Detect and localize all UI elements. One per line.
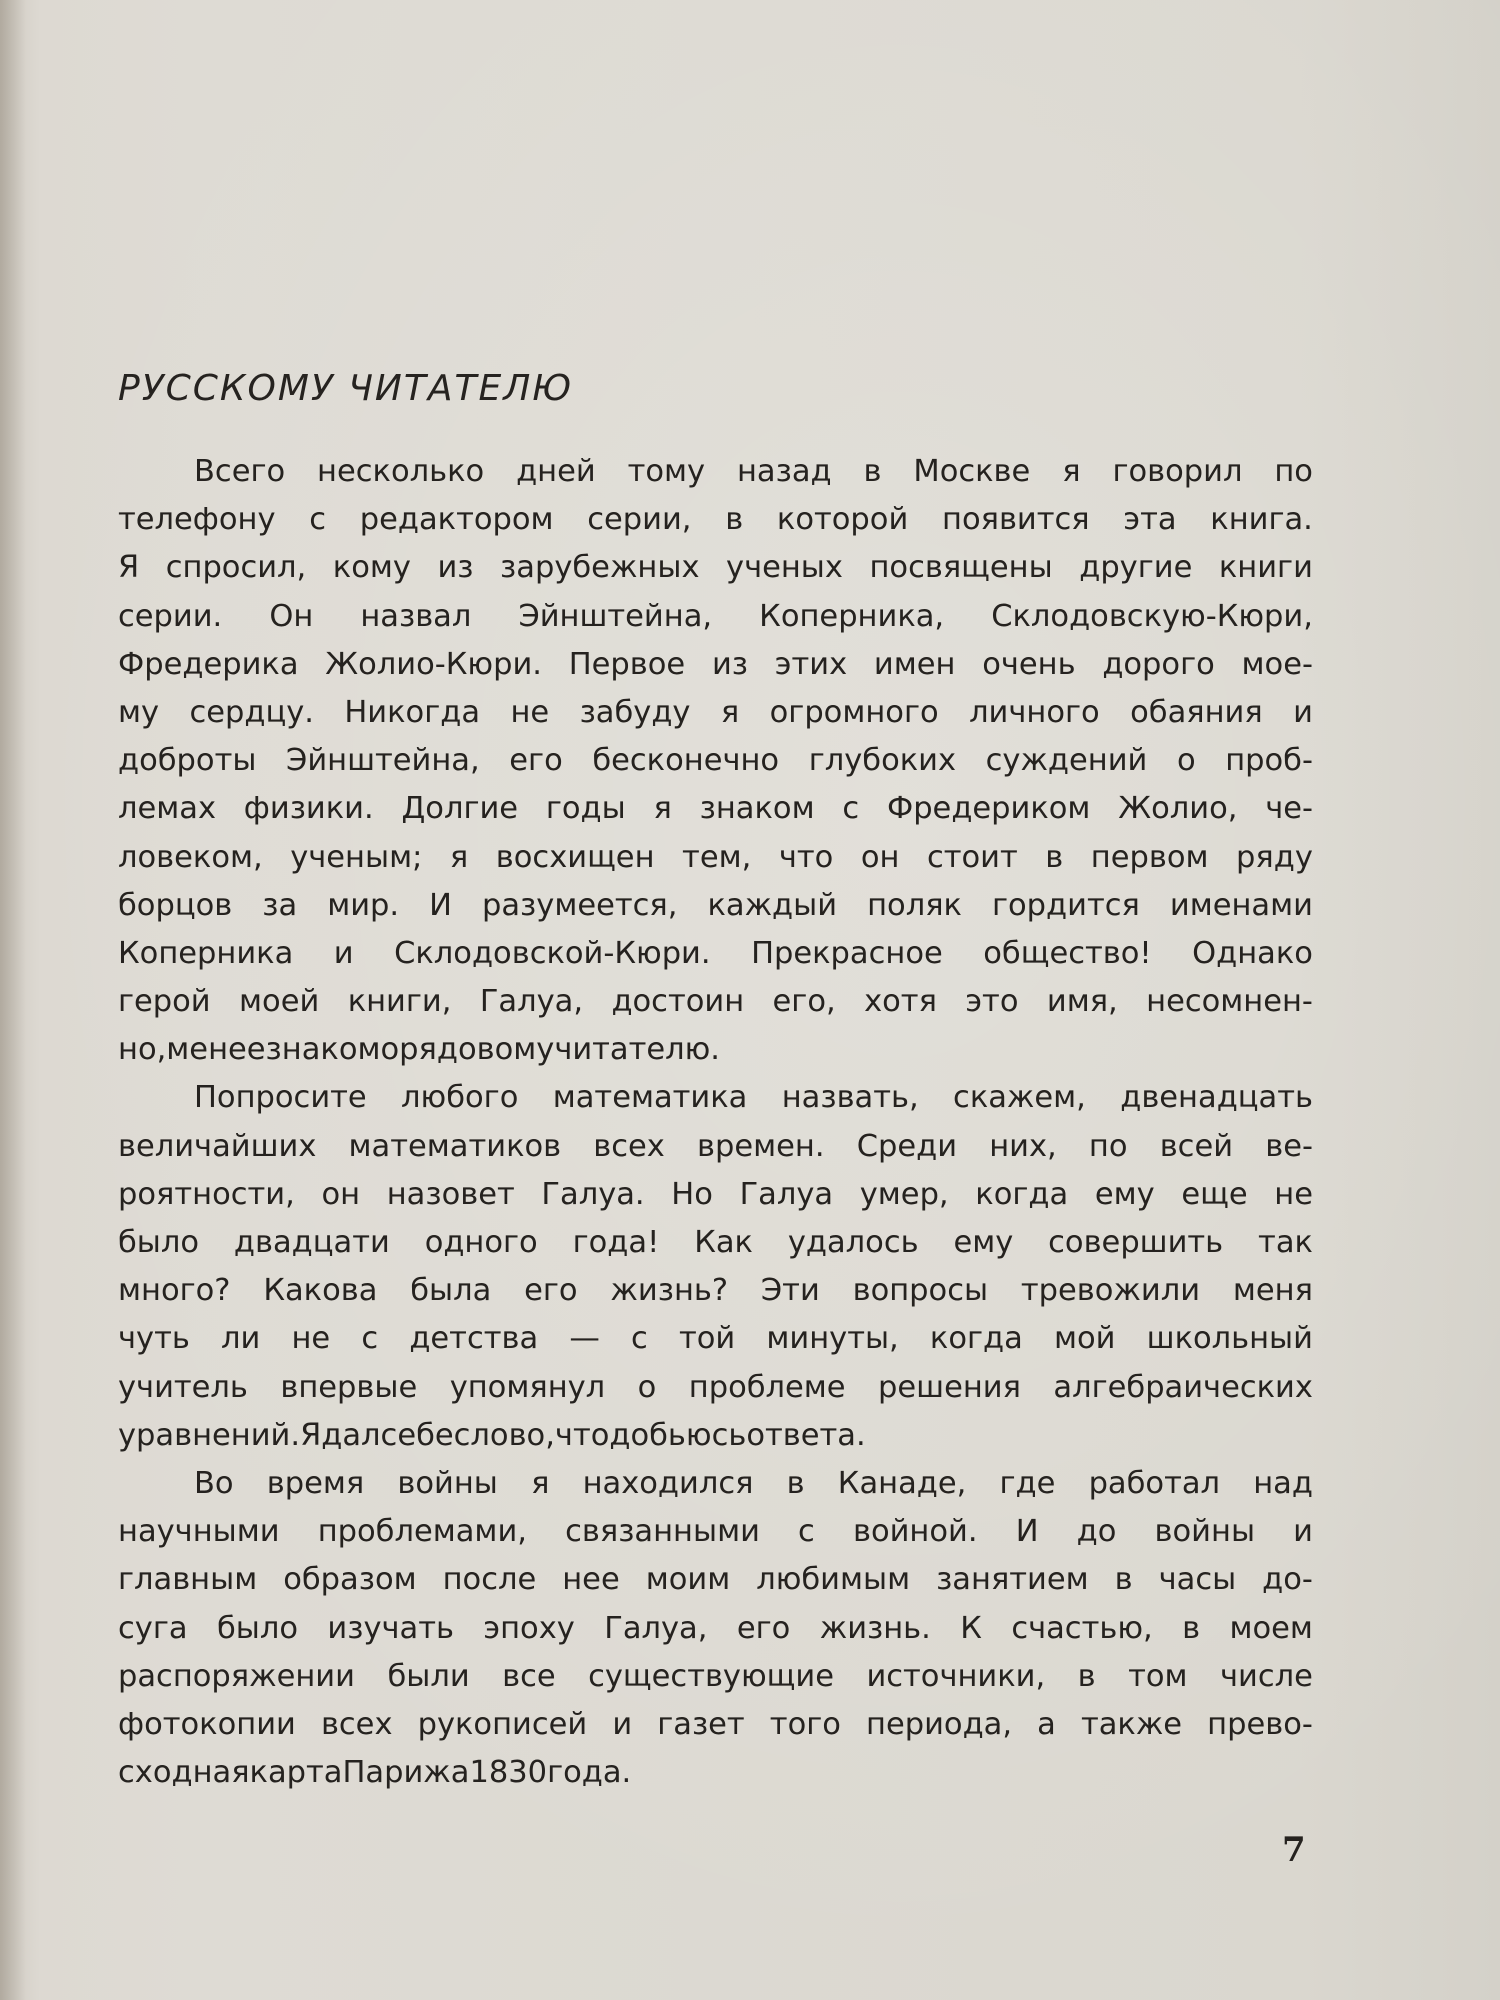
word: умер, [859,1176,949,1212]
word: алгебраических [1053,1369,1313,1405]
text-line [118,1267,1313,1315]
text-line [118,448,1313,496]
word: несколько [317,454,485,489]
word: спросил, [165,550,307,586]
word: математика [552,1080,748,1116]
word: Я [118,550,140,586]
word: рядовому [399,1032,555,1068]
text-line [118,1653,1313,1701]
word: достоин [611,984,745,1020]
word: ряду [1236,839,1313,875]
word: совершить [1048,1225,1224,1260]
word: себе [380,1417,454,1453]
word: всех [320,1706,393,1742]
word: Галуа, [604,1610,708,1646]
word: когда [929,1321,1023,1357]
word: проблемами, [317,1514,527,1550]
word: имен [873,646,956,682]
word: также [1080,1706,1183,1742]
word: когда [975,1176,1069,1212]
word: до- [1262,1562,1313,1598]
word: появится [942,502,1090,538]
text-line [118,1364,1313,1412]
word: эта [1123,502,1177,538]
word: говорил [1112,454,1243,489]
word: Галуа, [479,984,584,1020]
text-line [118,785,1313,833]
word: назовет [386,1176,515,1212]
word: К [960,1610,982,1646]
word: зарубежных [500,550,700,586]
word: я [720,694,740,730]
word: время [266,1465,365,1501]
word: — [569,1321,600,1357]
word: любимым [756,1562,911,1598]
word: Эйнштейна, [518,598,713,634]
word: в [725,502,744,538]
word: всех [593,1128,665,1164]
word: учитель [118,1369,248,1405]
word: уравнений. [118,1417,301,1453]
word: знаком [699,791,815,827]
word: физики. [243,791,374,827]
word: Во [194,1465,234,1501]
word: было [118,1225,200,1260]
word: распоряжении [118,1658,355,1694]
word: я [1062,454,1081,489]
word: книги [1218,550,1313,586]
word: читателю. [554,1032,721,1068]
binding-shadow [0,0,26,2000]
word: фотокопии [118,1706,296,1742]
word: дней [516,454,596,489]
word: му [118,694,160,730]
word: Попросите [194,1080,367,1116]
word: добьюсь [609,1417,747,1453]
word: он [321,1176,361,1212]
text-line [118,1749,1313,1797]
word: годы [545,791,626,827]
text-line [118,1556,1313,1604]
word: Москве [913,454,1031,489]
word: войны [397,1465,498,1501]
word: с [309,502,327,538]
word: мое- [1241,646,1313,682]
word: я [449,839,469,875]
word: кому [332,550,411,586]
word: серии. [118,598,223,634]
word: Парижа [342,1755,470,1791]
word: с [842,791,860,827]
word: Долгие [401,791,519,827]
word: Фредериком [886,791,1091,827]
word: назвать, [781,1080,919,1116]
word: Однако [1192,935,1313,971]
word: общество! [983,935,1152,971]
text-line [118,978,1313,1026]
word: 1830 [469,1755,548,1791]
word: тому [627,454,706,489]
word: назвал [360,598,472,634]
word: так [1258,1225,1313,1260]
word: числе [1220,1658,1313,1694]
word: по [1088,1128,1128,1164]
text-line [118,1605,1313,1653]
word: сходная [118,1755,250,1791]
word: менее [166,1032,266,1068]
text-line [118,689,1313,737]
word: времен. [697,1128,825,1164]
word: мой [1053,1321,1116,1357]
word: ему [953,1225,1014,1260]
word: дал [321,1417,381,1453]
word: слово, [453,1417,555,1453]
text-line [118,1026,1313,1074]
word: я [653,791,672,827]
word: занятием [936,1562,1089,1598]
word: карта [249,1755,343,1791]
word: имя, [1046,984,1118,1020]
word: еще [1181,1176,1248,1212]
word: периода, [866,1706,1013,1742]
word: суждений [985,743,1148,779]
text-line [118,1412,1313,1460]
word: Он [269,598,314,634]
word: И [1015,1514,1039,1550]
text-line [118,1315,1313,1363]
word: ли [220,1321,261,1357]
word: жизнь. [819,1610,931,1646]
word: прево- [1207,1706,1313,1742]
word: Жолио, [1118,791,1238,827]
page-heading: РУССКОМУ ЧИТАТЕЛЮ [118,368,574,409]
word: Какова [263,1273,378,1309]
word: герой [118,984,211,1020]
word: все [502,1658,556,1694]
word: че- [1265,791,1313,827]
word: связанными [565,1514,760,1550]
word: из [437,550,474,586]
word: о [637,1369,657,1405]
word: огромного [769,694,939,730]
word: них, [989,1128,1057,1164]
word: существующие [588,1658,834,1694]
text-line [118,834,1313,882]
word: с [361,1321,379,1357]
word: что [778,839,834,875]
word: научными [118,1514,280,1550]
word: было [216,1610,298,1646]
word: Коперника, [759,598,945,634]
word: школьный [1146,1321,1313,1357]
paragraph [118,448,1313,1074]
word: главным [118,1562,258,1598]
word: решения [878,1369,1021,1405]
word: серии, [587,502,692,538]
word: проблеме [688,1369,846,1405]
word: ответа. [746,1417,866,1453]
word: посвящены [869,550,1053,586]
word: находился [582,1465,754,1501]
word: с [798,1514,815,1550]
word: Канаде, [837,1465,967,1501]
word: Коперника [118,935,294,971]
word: он [860,839,900,875]
word: в [1114,1562,1133,1598]
word: счастью, [1011,1610,1153,1646]
word: а [1037,1706,1056,1742]
word: сердцу. [189,694,314,730]
text-line [118,1460,1313,1508]
word: моей [239,984,320,1020]
word: после [442,1562,537,1598]
word: ученым; [290,839,423,875]
word: впервые [280,1369,418,1405]
word: много? [118,1273,231,1309]
word: любого [401,1080,519,1116]
word: двадцати [233,1225,390,1260]
word: разумеется, [482,887,678,923]
word: в [786,1465,805,1501]
word: я [531,1465,550,1501]
word: вопросы [852,1273,989,1309]
word: борцов [118,887,233,923]
word: с [631,1321,648,1357]
word: часы [1158,1562,1237,1598]
body-text [118,448,1313,1797]
word: эпоху [483,1610,575,1646]
word: поляк [867,887,962,923]
word: Прекрасное [751,935,943,971]
word: Эти [760,1273,820,1309]
word: над [1253,1465,1313,1501]
word: Никогда [344,694,481,730]
word: другие [1079,550,1193,586]
word: несомнен- [1146,984,1313,1020]
word: Жолио-Кюри. [325,646,542,682]
word: тревожили [1020,1273,1201,1309]
word: стоит [926,839,1018,875]
word: Как [694,1225,753,1260]
word: Склодовской-Кюри. [394,935,711,971]
word: скажем, [953,1080,1086,1116]
word: Эйнштейна, [286,743,480,779]
word: ему [1094,1176,1155,1212]
word: года! [572,1225,660,1260]
word: и [1293,694,1313,730]
word: Галуа. [541,1176,645,1212]
word: ловеком, [118,839,263,875]
word: лемах [118,791,217,827]
word: где [999,1465,1056,1501]
word: суга [118,1610,188,1646]
word: Но [671,1176,713,1212]
word: изучать [327,1610,454,1646]
word: ученых [726,550,843,586]
word: в [1077,1658,1096,1694]
word: И [429,887,452,923]
text-line [118,1508,1313,1556]
word: именами [1169,887,1313,923]
word: по [1274,454,1313,489]
word: проб- [1225,743,1313,779]
word: книга. [1210,502,1313,538]
word: математиков [348,1128,562,1164]
word: обаяния [1130,694,1263,730]
word: войны [1154,1514,1256,1550]
word: источники, [866,1658,1046,1694]
word: образом [283,1562,417,1598]
word: упомянул [449,1369,606,1405]
word: хотя [864,984,937,1020]
text-line [118,737,1313,785]
word: моим [645,1562,731,1598]
word: этих [774,646,848,682]
word: нее [562,1562,620,1598]
text-line [118,544,1313,592]
text-line [118,641,1313,689]
word: Первое [568,646,686,682]
word: ве- [1265,1128,1313,1164]
word: Галуа [739,1176,834,1212]
word: в [1182,1610,1201,1646]
word: не [1274,1176,1313,1212]
word: одного [424,1225,538,1260]
word: той [678,1321,736,1357]
word: личного [969,694,1100,730]
paragraph [118,1074,1313,1460]
word: Я [300,1417,322,1453]
word: работал [1088,1465,1221,1501]
word: бесконечно [592,743,780,779]
word: рукописей [417,1706,588,1742]
word: из [711,646,748,682]
word: глубоких [808,743,957,779]
word: детства [409,1321,539,1357]
word: назад [736,454,832,489]
text-line [118,930,1313,978]
word: были [387,1658,470,1694]
word: удалось [787,1225,919,1260]
text-line [118,496,1313,544]
word: не [510,694,550,730]
word: величайших [118,1128,317,1164]
word: газет [657,1706,745,1742]
word: это [965,984,1019,1020]
text-line [118,1123,1313,1171]
word: и [1293,1514,1313,1550]
word: которой [776,502,909,538]
word: его, [772,984,836,1020]
text-line [118,882,1313,930]
word: года. [547,1755,632,1791]
word: книги, [347,984,452,1020]
word: роятности, [118,1176,295,1212]
word: восхищен [495,839,655,875]
word: жизнь? [610,1273,729,1309]
page-number: 7 [1282,1830,1306,1870]
text-line [118,1219,1313,1267]
word: каждый [707,887,838,923]
word: за [262,887,298,923]
word: моем [1229,1610,1313,1646]
word: Среди [856,1128,958,1164]
word: до [1076,1514,1117,1550]
word: дорого [1102,646,1215,682]
word: не [291,1321,331,1357]
word: но, [118,1032,167,1068]
word: в [863,454,882,489]
word: его [736,1610,791,1646]
word: редактором [359,502,554,538]
word: том [1128,1658,1188,1694]
word: забуду [579,694,691,730]
word: чуть [118,1321,190,1357]
word: доброты [118,743,257,779]
word: о [1176,743,1196,779]
word: всей [1159,1128,1234,1164]
text-line [118,1701,1313,1749]
text-line [118,1074,1313,1122]
word: очень [982,646,1076,682]
text-line [118,1171,1313,1219]
word: минуты, [766,1321,899,1357]
paragraph [118,1460,1313,1797]
word: того [769,1706,841,1742]
word: телефону [118,502,276,538]
word: его [509,743,563,779]
word: что [554,1417,610,1453]
word: и [612,1706,633,1742]
word: войной. [852,1514,978,1550]
word: меня [1232,1273,1313,1309]
word: и [333,935,354,971]
word: его [524,1273,578,1309]
word: мир. [327,887,400,923]
word: в [1045,839,1064,875]
word: Всего [194,454,286,489]
word: Склодовскую-Кюри, [991,598,1313,634]
word: двенадцать [1120,1080,1313,1116]
word: была [410,1273,492,1309]
word: знакомо [265,1032,400,1068]
word: первом [1090,839,1209,875]
word: Фредерика [118,646,299,682]
word: гордится [992,887,1140,923]
text-line [118,593,1313,641]
word: тем, [682,839,752,875]
